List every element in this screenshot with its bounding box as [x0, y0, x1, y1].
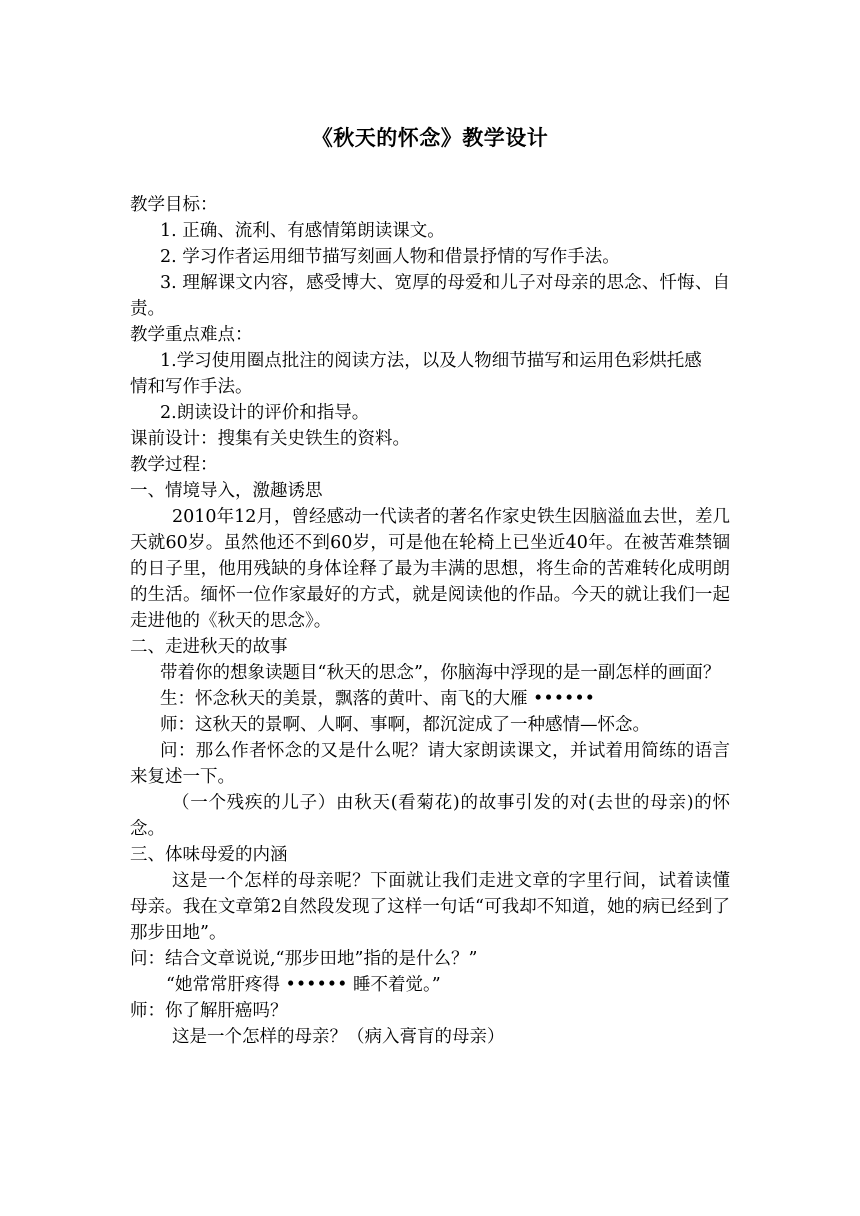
key-point-item-1: 1.学习使用圈点批注的阅读方法，以及人物细节描写和运用色彩烘托感 [160, 351, 702, 371]
dialogue-teacher: 师：这秋天的景啊、人啊、事啊，都沉淀成了一种感情—怀念。 [160, 715, 650, 735]
dialogue-question: 问：那么作者怀念的又是什么呢？请大家朗读课文，并试着用简练的语言来复述一下。 [130, 741, 730, 787]
paragraph-title-reading: 带着你的想象读题目“秋天的思念”，你脑海中浮现的是一副怎样的画面？ [160, 663, 721, 683]
key-point-item-1-continued: 情和写作手法。 [130, 377, 253, 397]
paragraph-mother: 这是一个怎样的母亲呢？下面就让我们走进文章的字里行间，试着读懂母亲。我在文章第2自然段发现了这样一句话“可我却不知道，她的病已经到了那步田地”。 [130, 871, 730, 943]
objective-item-2: 2. 学习作者运用细节描写刻画人物和借景抒情的写作手法。 [160, 247, 620, 267]
question-that-step: 问：结合文章说说,“那步田地”指的是什么？” [130, 949, 478, 969]
document-title: 《秋天的怀念》教学设计 [311, 125, 549, 150]
section-heading-process: 教学过程： [130, 455, 218, 475]
part-heading-3: 三、体味母爱的内涵 [130, 845, 288, 865]
part-heading-2: 二、走进秋天的故事 [130, 637, 288, 657]
paragraph-summary: （一个残疾的儿子）由秋天(看菊花)的故事引发的对(去世的母亲)的怀念。 [130, 793, 730, 839]
objective-item-1: 1. 正确、流利、有感情第朗读课文。 [160, 221, 445, 241]
part-heading-1: 一、情境导入，激趣诱思 [130, 481, 323, 501]
teacher-question-liver-cancer: 师：你了解肝癌吗？ [130, 1001, 288, 1021]
dialogue-student: 生：怀念秋天的美景，飘落的黄叶、南飞的大雁 •••••• [160, 689, 595, 709]
document-body [130, 192, 730, 1050]
objective-item-3: 3. 理解课文内容，感受博大、宽厚的母爱和儿子对母亲的思念、忏悔、自责。 [130, 273, 730, 319]
document-page [130, 0, 730, 1216]
paragraph-introduction: 2010年12月，曾经感动一代读者的著名作家史铁生因脑溢血去世，差几天就60岁。虽然他还不到60岁，可是他在轮椅上已坐近40年。在被苦难禁锢的日子里，他用残缺的身体诠释了最为丰满的思想，将生命的苦难转化成明朗的生活。缅怀一位作家最好的方式，就是阅读他的作品。今天的就让我们一起走进他的《秋天的思念》。 [130, 507, 730, 631]
quote-liver-pain: “她常常肝疼得 •••••• 睡不着觉。” [166, 975, 441, 995]
section-heading-key-points: 教学重点难点： [130, 325, 253, 345]
question-what-mother: 这是一个怎样的母亲？（病入膏肓的母亲） [172, 1027, 505, 1047]
section-heading-objectives: 教学目标： [130, 195, 218, 215]
pre-class-design: 课前设计：搜集有关史铁生的资料。 [130, 429, 410, 449]
key-point-item-2: 2.朗读设计的评价和指导。 [160, 403, 370, 423]
